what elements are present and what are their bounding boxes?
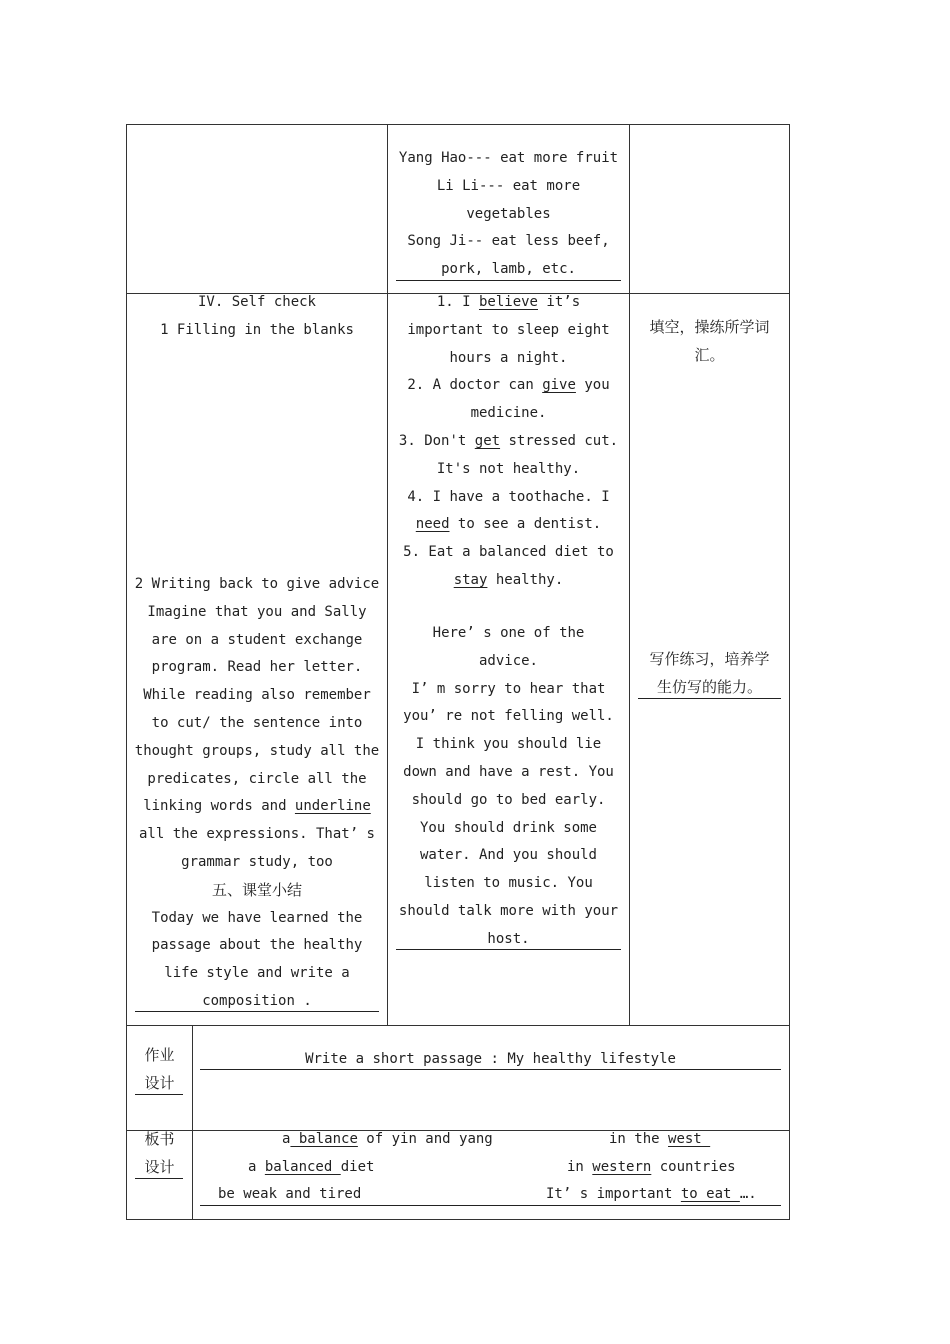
text-line: 作业 — [144, 1046, 175, 1064]
text-fragment: a — [282, 1131, 291, 1147]
underlined-word: balanced — [264, 1159, 341, 1175]
board-content-rule — [200, 1205, 781, 1206]
text-line: advice. — [478, 652, 538, 669]
text-line: Write a short passage : My healthy lifestyle — [305, 1051, 676, 1067]
text-fragment: …. — [739, 1186, 757, 1202]
text-line: be weak and tired — [218, 1186, 362, 1202]
text-line: 设计 — [144, 1073, 175, 1092]
text-fragment: to see a dentist. — [449, 516, 602, 533]
text-line: While reading also remember — [143, 687, 371, 704]
text-fragment: of yin and yang — [357, 1131, 493, 1147]
text-line: hours a night. — [449, 349, 568, 366]
text-line: Here’ s one of the — [432, 625, 585, 641]
text-line: should go to bed early. — [411, 791, 606, 808]
text-line: pork, lamb, etc. — [441, 261, 576, 278]
underlined-word: balance — [290, 1131, 358, 1147]
text-line — [388, 428, 629, 456]
teaching-note-writing — [630, 646, 789, 702]
homework-content-cell — [192, 1025, 790, 1131]
answer-word: need — [415, 516, 450, 533]
answer-word: stay — [453, 571, 488, 588]
text-line: host. — [487, 930, 530, 947]
text-line — [388, 372, 629, 400]
teaching-note-vocabulary — [630, 314, 789, 370]
homework-label — [127, 1042, 192, 1098]
text-line: 4. I have a toothache. I — [407, 488, 610, 505]
text-line: Yang Hao--- eat more fruit — [398, 150, 619, 166]
answer-word: believe — [478, 294, 538, 310]
writing-back-section — [127, 571, 387, 1016]
row2-left-rule — [135, 1011, 379, 1012]
text-line: thought groups, study all the — [134, 742, 380, 759]
text-line: should talk more with your — [398, 902, 619, 919]
row1-left-cell — [126, 124, 388, 294]
text-line: you’ re not felling well. — [403, 708, 614, 725]
text-fragment: a — [248, 1159, 265, 1175]
text-fragment: It’ s important — [546, 1186, 681, 1202]
text-line — [388, 511, 629, 539]
row1-middle-text — [388, 145, 629, 284]
text-fragment: 3. Don't — [398, 432, 475, 449]
self-check-section — [127, 289, 387, 345]
homework-label-rule — [135, 1094, 183, 1095]
class-summary-heading: 五、课堂小结 — [211, 880, 302, 899]
underlined-word: underline — [294, 798, 371, 815]
text-line — [127, 793, 387, 821]
underlined-word: west — [668, 1131, 711, 1147]
row1-middle-rule — [396, 280, 621, 281]
text-line: water. And you should — [419, 847, 597, 864]
homework-text-rule — [200, 1069, 781, 1070]
text-line: 写作练习，培养学 — [649, 650, 770, 668]
text-line: 2 Writing back to give advice — [134, 576, 380, 592]
text-line: to cut/ the sentence into — [151, 714, 363, 731]
text-line: 板书 — [144, 1130, 175, 1148]
text-line: predicates, circle all the — [147, 770, 367, 787]
board-right-line-2 — [567, 1154, 736, 1182]
board-right-line-1 — [609, 1126, 710, 1154]
text-line: Song Ji-- eat less beef, — [407, 233, 610, 250]
text-line: listen to music. You — [424, 875, 593, 892]
text-fragment: in the — [609, 1131, 669, 1147]
text-line: Li Li--- eat more — [436, 177, 581, 194]
text-fragment: 2. A doctor can — [407, 377, 543, 394]
text-line — [388, 567, 629, 595]
board-left-line-1 — [282, 1126, 493, 1154]
answer-word: give — [542, 377, 576, 394]
board-left-line-2 — [248, 1154, 374, 1182]
text-line: 生仿写的能力。 — [656, 677, 762, 696]
blanks-answers — [388, 289, 629, 595]
board-label-rule — [135, 1178, 183, 1179]
text-fragment: in — [567, 1159, 593, 1175]
text-line: 5. Eat a balanced diet to — [403, 544, 614, 561]
text-line: are on a student exchange — [151, 631, 363, 648]
board-label — [127, 1126, 192, 1182]
text-line: 汇。 — [694, 345, 725, 364]
text-line: vegetables — [466, 205, 551, 222]
text-fragment: it’s — [538, 294, 581, 310]
row1-right-cell — [629, 124, 790, 294]
text-line: passage about the healthy — [151, 937, 363, 954]
text-line: I’ m sorry to hear that — [411, 680, 606, 697]
row2-right-rule — [638, 698, 781, 699]
underlined-word: to eat — [680, 1186, 740, 1202]
text-line: composition . — [202, 992, 312, 1009]
text-fragment: 1. I — [436, 294, 479, 310]
row2-middle-rule — [396, 949, 621, 950]
text-line: program. Read her letter. — [151, 659, 363, 676]
text-line: grammar study, too — [181, 853, 333, 870]
text-line: It's not healthy. — [436, 460, 581, 477]
text-fragment: healthy. — [487, 571, 564, 588]
text-fragment: stressed cut. — [500, 432, 619, 449]
advice-letter — [388, 620, 629, 954]
text-line — [388, 289, 629, 317]
self-check-heading: IV. Self check — [197, 294, 316, 310]
text-line: I think you should lie — [415, 736, 602, 753]
text-line: You should drink some — [419, 819, 597, 836]
text-fragment: diet — [340, 1159, 375, 1175]
text-line: 填空，操练所学词 — [649, 318, 770, 336]
filling-blanks-label: 1 Filling in the blanks — [160, 321, 354, 338]
text-line: medicine. — [470, 405, 547, 422]
text-line: all the expressions. That’ s — [138, 826, 375, 843]
text-line: Imagine that you and Sally — [147, 603, 367, 620]
text-fragment: you — [575, 377, 610, 394]
text-line: 设计 — [144, 1157, 175, 1176]
text-line: life style and write a — [164, 965, 350, 982]
underlined-word: western — [592, 1159, 652, 1175]
answer-word: get — [474, 432, 501, 449]
text-line: important to sleep eight — [407, 321, 610, 338]
text-fragment: countries — [651, 1159, 736, 1175]
text-line: Today we have learned the — [151, 909, 363, 926]
text-fragment: linking words and — [143, 798, 295, 815]
text-line: down and have a rest. You — [403, 763, 614, 780]
